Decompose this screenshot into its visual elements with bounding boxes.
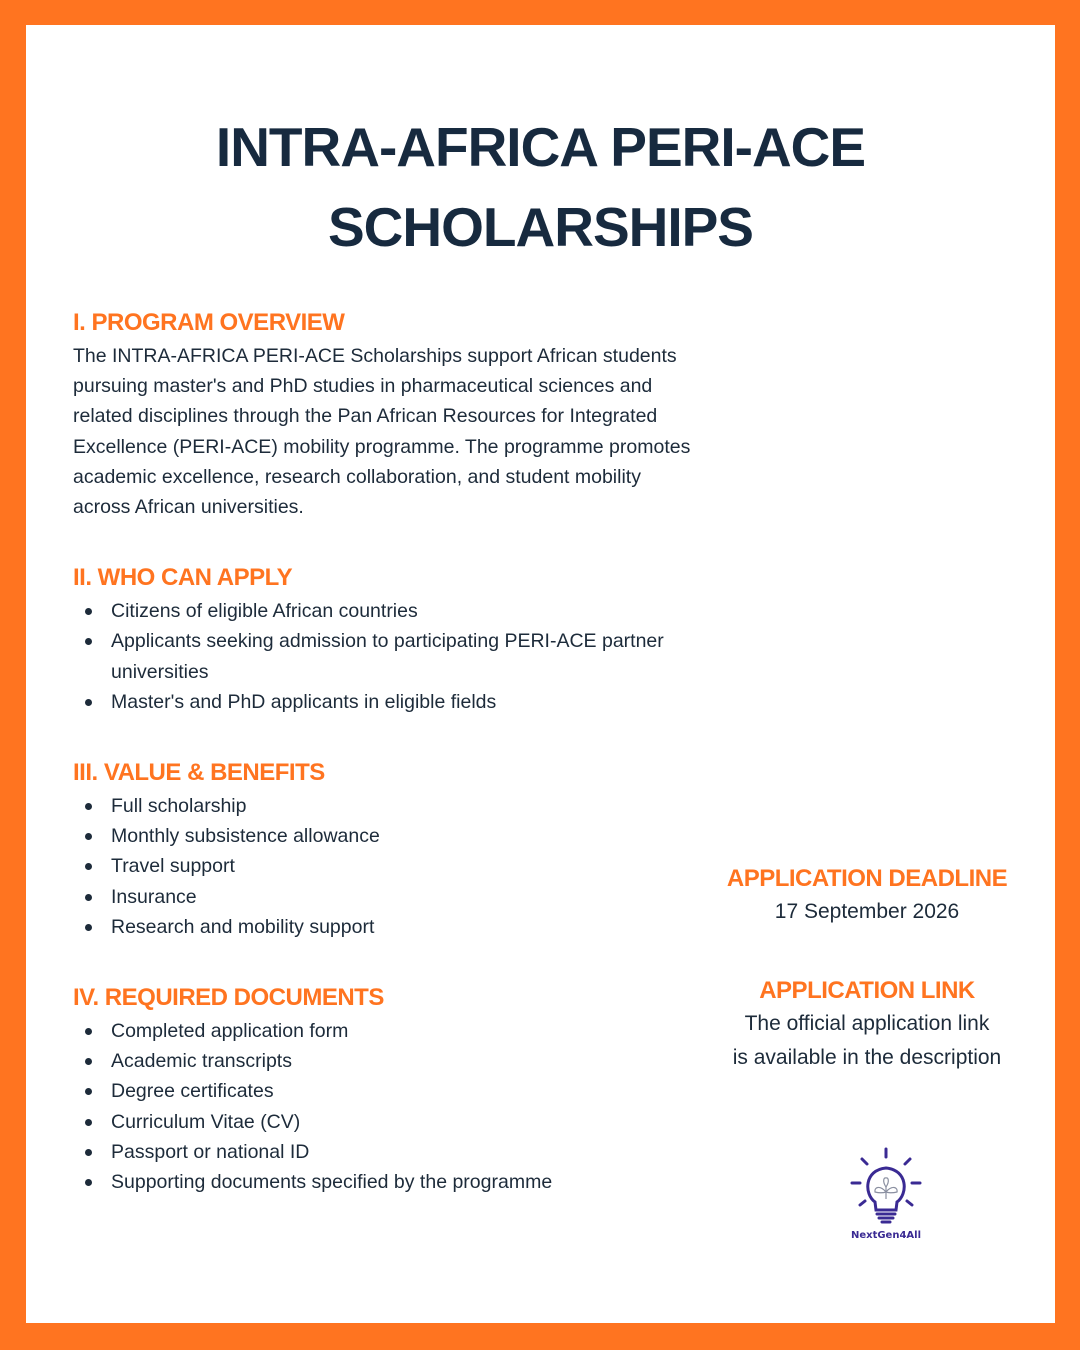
application-link-heading: APPLICATION LINK (759, 977, 975, 1004)
overview-line: across African universities. (73, 496, 304, 519)
page-title (26, 107, 1055, 267)
list-item-text: Passport or national ID (111, 1140, 310, 1163)
bullet-icon (85, 638, 92, 645)
eligibility-list (73, 596, 733, 717)
overview-line: related disciplines through the Pan African Resources for Integrated (73, 405, 658, 428)
application-link-line: The official application link (744, 1012, 990, 1035)
details-column (73, 307, 733, 1237)
overview-line: academic excellence, research collaboration, and student mobility (73, 465, 641, 488)
bullet-icon (85, 1058, 92, 1065)
list-item-text: Curriculum Vitae (CV) (111, 1110, 301, 1133)
overview-line: The INTRA-AFRICA PERI-ACE Scholarships support African students (73, 345, 677, 367)
list-item-text: Citizens of eligible African countries (111, 600, 418, 623)
bullet-icon (85, 1179, 92, 1186)
bullet-icon (85, 1119, 92, 1126)
bullet-icon (85, 924, 92, 931)
list-item (73, 1046, 733, 1076)
bullet-icon (85, 833, 92, 840)
list-item-text: Completed application form (111, 1020, 349, 1043)
application-link-text (712, 1007, 1022, 1075)
list-item (73, 1076, 733, 1106)
bullet-icon (85, 699, 92, 706)
required-documents-heading: IV. REQUIRED DOCUMENTS (73, 984, 384, 1012)
list-item (73, 1167, 733, 1197)
who-can-apply-heading: II. WHO CAN APPLY (73, 564, 293, 592)
deadline-block (712, 863, 1022, 929)
deadline-heading: APPLICATION DEADLINE (726, 865, 1008, 892)
list-item-text: Master's and PhD applicants in eligible fields (111, 690, 497, 713)
list-item-text: Monthly subsistence allowance (111, 825, 380, 848)
list-item (73, 882, 733, 912)
list-item (73, 821, 733, 851)
benefits-list (73, 791, 733, 942)
list-item (73, 1016, 733, 1046)
bullet-icon (85, 608, 92, 615)
title-line-2: SCHOLARSHIPS (328, 196, 753, 258)
list-item-text: Research and mobility support (111, 915, 375, 938)
program-overview-text (73, 341, 733, 522)
list-item-text: Insurance (111, 885, 197, 908)
list-item (73, 1137, 733, 1167)
bullet-icon (85, 803, 92, 810)
list-item-text: Degree certificates (111, 1080, 274, 1103)
bullet-icon (85, 863, 92, 870)
application-link-block (712, 975, 1022, 1075)
list-item (73, 1107, 733, 1137)
value-benefits-heading: III. VALUE & BENEFITS (73, 759, 325, 787)
bullet-icon (85, 1088, 92, 1095)
program-overview-section (73, 307, 733, 522)
bullet-icon (85, 894, 92, 901)
brand-logo (836, 1147, 936, 1257)
application-link-line: is available in the description (732, 1046, 1002, 1069)
list-item-text: Travel support (111, 855, 235, 878)
deadline-date: 17 September 2026 (774, 900, 960, 923)
list-item-text: Full scholarship (111, 795, 247, 818)
overview-line: pursuing master's and PhD studies in pharmaceutical sciences and (73, 375, 653, 398)
value-benefits-section (73, 757, 733, 942)
bullet-icon (85, 1149, 92, 1156)
brand-name: NextGen4All (850, 1230, 922, 1241)
who-can-apply-section (73, 562, 733, 717)
poster-card (26, 25, 1055, 1323)
list-item-text: Supporting documents specified by the programme (111, 1171, 553, 1194)
overview-line: Excellence (PERI-ACE) mobility programme. The programme promotes (73, 435, 691, 458)
bullet-icon (85, 1028, 92, 1035)
program-overview-heading: I. PROGRAM OVERVIEW (73, 309, 345, 336)
lightbulb-icon (848, 1147, 924, 1229)
list-item (73, 851, 733, 881)
list-item (73, 596, 733, 626)
list-item-text: Applicants seeking admission to participating PERI-ACE partner universities (111, 630, 664, 683)
documents-list (73, 1016, 733, 1197)
list-item (73, 912, 733, 942)
list-item-text: Academic transcripts (111, 1050, 292, 1073)
list-item (73, 626, 733, 686)
list-item (73, 791, 733, 821)
title-line-1: INTRA-AFRICA PERI-ACE (215, 116, 866, 178)
list-item (73, 687, 733, 717)
required-documents-section (73, 982, 733, 1197)
